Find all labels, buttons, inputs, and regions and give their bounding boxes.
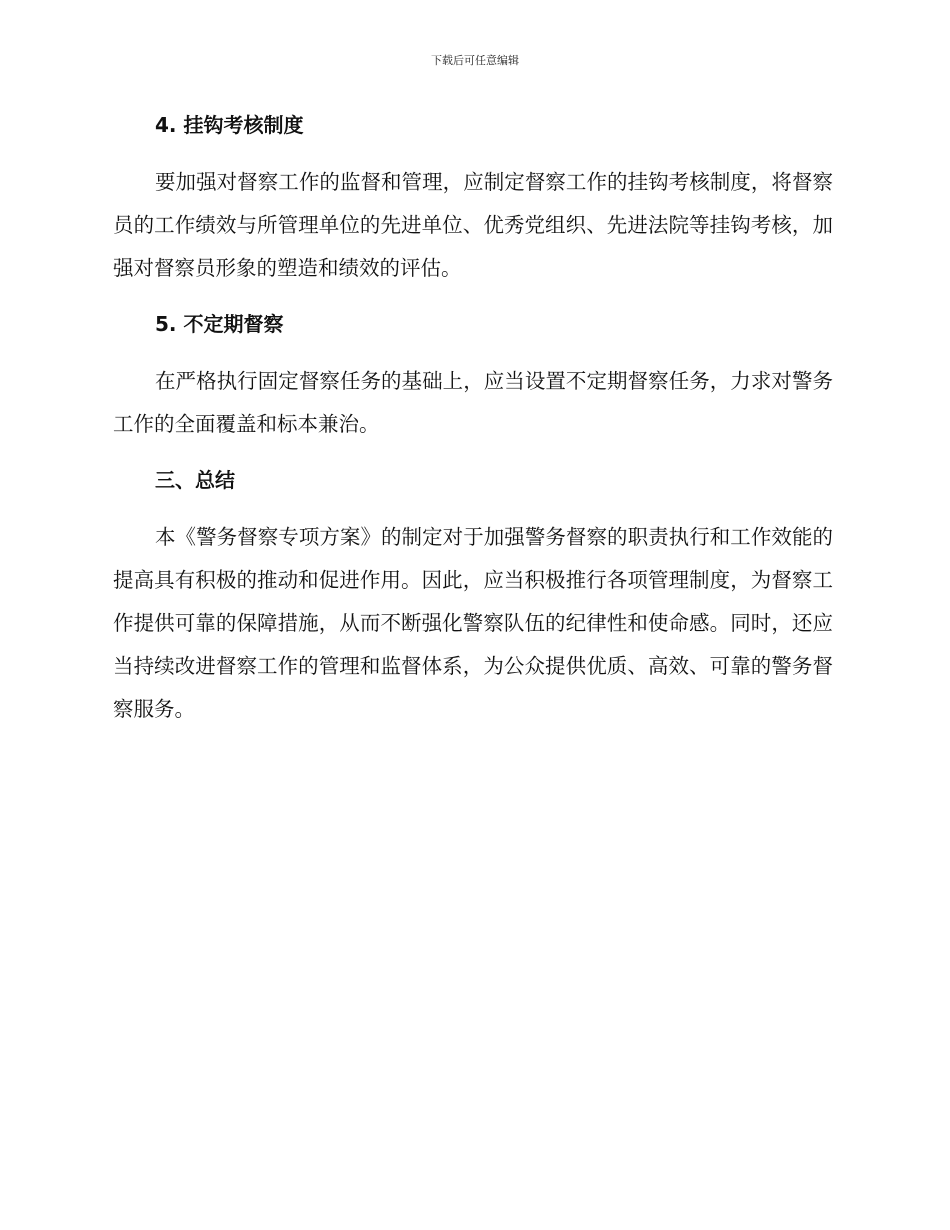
section-heading-irregular-inspection: 5. 不定期督察: [155, 312, 284, 336]
section-paragraph-irregular-inspection: 在严格执行固定督察任务的基础上，应当设置不定期督察任务，力求对警务工作的全面覆盖和标本兼治。: [113, 369, 833, 436]
section-paragraph-assessment: 要加强对督察工作的监督和管理，应制定督察工作的挂钩考核制度，将督察员的工作绩效与所管理单位的先进单位、优秀党组织、先进法院等挂钩考核，加强对督察员形象的塑造和绩效的评估。: [113, 170, 833, 280]
page-header: 下载后可任意编辑: [431, 54, 519, 67]
section-heading-assessment: 4. 挂钩考核制度: [155, 113, 304, 137]
section-paragraph-summary: 本《警务督察专项方案》的制定对于加强警务督察的职责执行和工作效能的提高具有积极的推动和促进作用。因此，应当积极推行各项管理制度，为督察工作提供可靠的保障措施，从而不断强化警察队伍的纪律性和使命感。同时，还应当持续改进督察工作的管理和监督体系，为公众提供优质、高效、可靠的警务督察服务。: [113, 525, 833, 721]
section-heading-summary: 三、总结: [155, 468, 235, 492]
document-body: [113, 110, 833, 731]
